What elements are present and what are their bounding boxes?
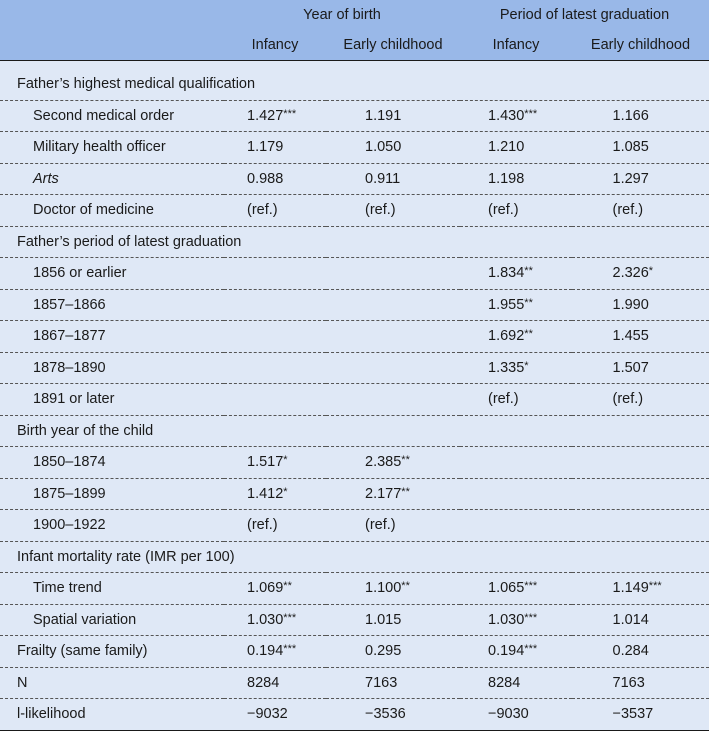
row-label: Doctor of medicine <box>0 195 224 227</box>
table-row <box>0 604 709 636</box>
header-group-year-of-birth-label: Year of birth <box>303 7 381 23</box>
table-cell <box>326 289 460 321</box>
table-cell <box>224 352 326 384</box>
table-cell: 1.050 <box>326 132 460 164</box>
table-cell: 1.297 <box>572 163 709 195</box>
table-row <box>0 478 709 510</box>
table-cell: 7163 <box>326 667 460 699</box>
table-cell <box>460 226 572 258</box>
row-label: N <box>0 667 224 699</box>
table-cell: 0.194*** <box>224 636 326 668</box>
table-cell: 1.030*** <box>224 604 326 636</box>
table-cell: 7163 <box>572 667 709 699</box>
table-cell: 1.198 <box>460 163 572 195</box>
table-cell <box>572 478 709 510</box>
table-cell: 0.194*** <box>460 636 572 668</box>
table-row <box>0 541 709 573</box>
table-cell: 1.179 <box>224 132 326 164</box>
row-label: Father’s highest medical qualification <box>0 69 224 100</box>
table-cell <box>460 478 572 510</box>
table-cell: 1.692** <box>460 321 572 353</box>
column-header: Infancy <box>224 30 326 61</box>
table-cell: 2.385** <box>326 447 460 479</box>
table-cell: (ref.) <box>224 195 326 227</box>
table-row <box>0 163 709 195</box>
table-cell: 1.430*** <box>460 100 572 132</box>
table-cell <box>224 541 326 573</box>
table-cell <box>460 447 572 479</box>
table-cell: 1.015 <box>326 604 460 636</box>
table-cell: (ref.) <box>572 195 709 227</box>
table-cell: 1.014 <box>572 604 709 636</box>
table-cell: 1.085 <box>572 132 709 164</box>
table-cell: 1.427*** <box>224 100 326 132</box>
table-row <box>0 226 709 258</box>
table-cell <box>224 321 326 353</box>
table-cell <box>460 69 572 100</box>
table-cell: (ref.) <box>572 384 709 416</box>
row-label: Father’s period of latest graduation <box>0 226 224 258</box>
table-cell <box>572 541 709 573</box>
header-group-period-of-graduation <box>460 0 709 30</box>
table-cell: −9032 <box>224 699 326 731</box>
table-cell: 1.412* <box>224 478 326 510</box>
table-cell: 8284 <box>460 667 572 699</box>
row-label: Time trend <box>0 573 224 605</box>
table-row <box>0 447 709 479</box>
table-cell: 1.100** <box>326 573 460 605</box>
table-header <box>0 0 709 61</box>
table-row <box>0 69 709 100</box>
header-blank <box>0 0 224 30</box>
table-cell: 1.990 <box>572 289 709 321</box>
table-cell: (ref.) <box>224 510 326 542</box>
table-row <box>0 352 709 384</box>
table-row <box>0 667 709 699</box>
table-cell <box>572 69 709 100</box>
table-cell: 0.911 <box>326 163 460 195</box>
table-cell: 1.507 <box>572 352 709 384</box>
row-label: Spatial variation <box>0 604 224 636</box>
table-cell: 1.955** <box>460 289 572 321</box>
row-label: l-likelihood <box>0 699 224 731</box>
row-label: Military health officer <box>0 132 224 164</box>
row-label: Arts <box>0 163 224 195</box>
table-cell <box>224 415 326 447</box>
header-blank-2 <box>0 30 224 61</box>
row-label: 1850–1874 <box>0 447 224 479</box>
table-row <box>0 289 709 321</box>
table-cell: 0.988 <box>224 163 326 195</box>
table-cell: (ref.) <box>326 195 460 227</box>
table-row <box>0 384 709 416</box>
header-group-period-label: Period of latest graduation <box>499 7 670 23</box>
row-label: 1900–1922 <box>0 510 224 542</box>
spacer-row <box>0 61 709 70</box>
header-group-year-of-birth <box>224 0 460 30</box>
column-header: Infancy <box>460 30 572 61</box>
table-cell <box>326 384 460 416</box>
table-row <box>0 195 709 227</box>
table-cell <box>572 226 709 258</box>
table-cell: 1.149*** <box>572 573 709 605</box>
column-header: Early childhood <box>326 30 460 61</box>
table-cell <box>572 415 709 447</box>
row-label: 1856 or earlier <box>0 258 224 290</box>
table-cell: 1.069** <box>224 573 326 605</box>
table-cell <box>326 226 460 258</box>
table-row <box>0 132 709 164</box>
table-cell: 1.210 <box>460 132 572 164</box>
table-row <box>0 510 709 542</box>
table-cell <box>326 321 460 353</box>
table-cell: 8284 <box>224 667 326 699</box>
table-cell: 2.326* <box>572 258 709 290</box>
table-row <box>0 321 709 353</box>
table-cell <box>326 69 460 100</box>
row-label: Second medical order <box>0 100 224 132</box>
table-cell <box>326 415 460 447</box>
table-cell <box>460 541 572 573</box>
table-cell <box>224 289 326 321</box>
column-header: Early childhood <box>572 30 709 61</box>
table-cell: 0.284 <box>572 636 709 668</box>
table-row <box>0 100 709 132</box>
table-cell <box>572 447 709 479</box>
table-cell <box>326 352 460 384</box>
row-label: 1878–1890 <box>0 352 224 384</box>
table-cell: 1.517* <box>224 447 326 479</box>
table-cell: 1.455 <box>572 321 709 353</box>
table-row <box>0 699 709 731</box>
table-cell: (ref.) <box>460 384 572 416</box>
table-cell: 1.166 <box>572 100 709 132</box>
table-cell <box>572 510 709 542</box>
table-body <box>0 61 709 731</box>
table-cell: (ref.) <box>326 510 460 542</box>
row-label: 1857–1866 <box>0 289 224 321</box>
row-label: Infant mortality rate (IMR per 100) <box>0 541 224 573</box>
table-cell <box>460 510 572 542</box>
table-row <box>0 573 709 605</box>
table-cell: 2.177** <box>326 478 460 510</box>
table-row <box>0 258 709 290</box>
row-label: Birth year of the child <box>0 415 224 447</box>
row-label: 1875–1899 <box>0 478 224 510</box>
table-cell: 1.191 <box>326 100 460 132</box>
table-cell: 1.065*** <box>460 573 572 605</box>
table-row <box>0 636 709 668</box>
table-cell: 0.295 <box>326 636 460 668</box>
table-cell: 1.834** <box>460 258 572 290</box>
table-cell: 1.030*** <box>460 604 572 636</box>
table-cell <box>224 384 326 416</box>
table-cell <box>326 258 460 290</box>
table-cell <box>224 258 326 290</box>
table-cell: −9030 <box>460 699 572 731</box>
row-label: 1891 or later <box>0 384 224 416</box>
table-cell: (ref.) <box>460 195 572 227</box>
row-label: Frailty (same family) <box>0 636 224 668</box>
table-cell <box>460 415 572 447</box>
row-label: 1867–1877 <box>0 321 224 353</box>
table-cell: 1.335* <box>460 352 572 384</box>
table-cell: −3537 <box>572 699 709 731</box>
table-cell: −3536 <box>326 699 460 731</box>
table-row <box>0 415 709 447</box>
table-cell <box>326 541 460 573</box>
